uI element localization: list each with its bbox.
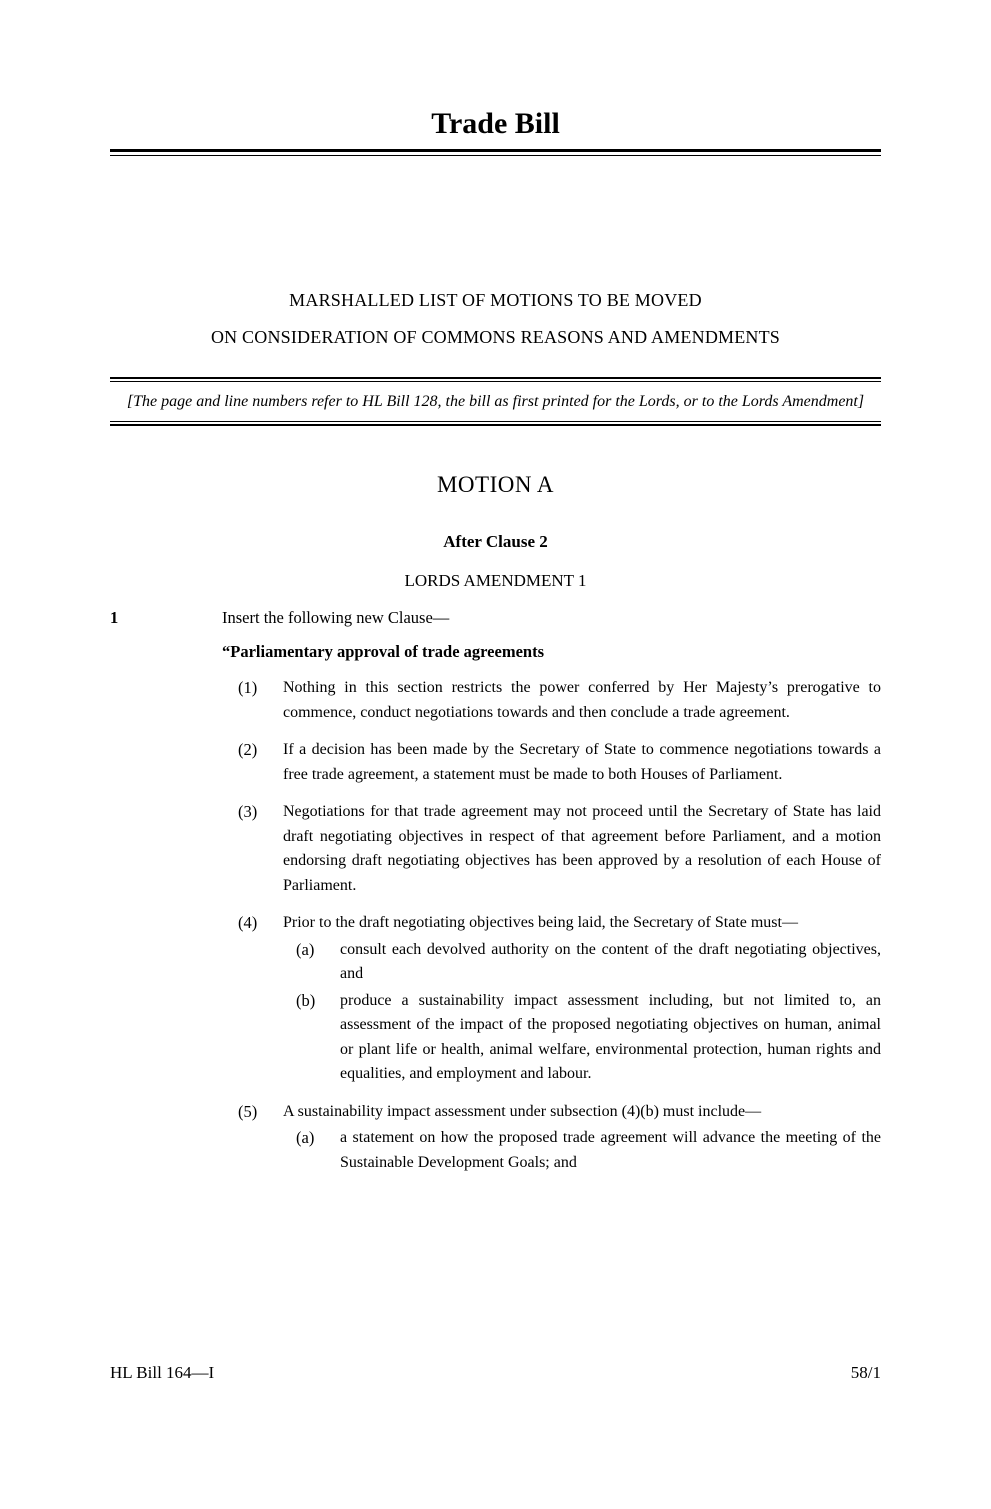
bill-page	[0, 106, 991, 1509]
subitem-5a	[296, 1126, 881, 1175]
subitem-number: (a)	[296, 939, 315, 959]
marshalled-list-heading-line1: MARSHALLED LIST OF MOTIONS TO BE MOVED	[289, 290, 702, 310]
subitem-text: a statement on how the proposed trade agreement will advance the meeting of the Sustainable Development Goals; and	[340, 1129, 881, 1171]
subsection-text: If a decision has been made by the Secretary of State to commence negotiations towards a free trade agreement, a statement must be made to both Houses of Parliament.	[283, 741, 881, 783]
bill-reference: HL Bill 164—I	[110, 1363, 215, 1382]
subsection-2	[238, 738, 881, 787]
subitem-text: produce a sustainability impact assessment including, but not limited to, an assessment of the impact of the proposed negotiating objectives on human, animal or plant life or health, animal welfare, environmental protection, human rights and equalities, and employment and labour.	[340, 991, 881, 1082]
subsection-text: A sustainability impact assessment under subsection (4)(b) must include—	[283, 1102, 762, 1120]
subsection-5-items	[283, 1126, 881, 1175]
motion-heading: MOTION A	[436, 472, 555, 497]
subitem-4a	[296, 938, 881, 987]
amendment-1	[110, 607, 881, 1175]
subsection-text: Nothing in this section restricts the power conferred by Her Majesty’s prerogative to commence, conduct negotiations towards and then conclude a trade agreement.	[283, 679, 881, 721]
amendment-instruction: Insert the following new Clause—	[222, 608, 450, 627]
subitem-number: (b)	[296, 990, 316, 1010]
page-footer	[110, 1362, 881, 1384]
subsection-number: (2)	[238, 740, 258, 759]
title-double-rule	[110, 149, 881, 156]
place-heading: After Clause 2	[443, 532, 548, 551]
page-series-number: 58/1	[850, 1363, 881, 1382]
note-bottom-rule	[110, 421, 881, 426]
amendment-number: 1	[110, 608, 119, 627]
subsection-text: Prior to the draft negotiating objectives being laid, the Secretary of State must—	[283, 914, 798, 931]
subsection-number: (5)	[238, 1101, 258, 1121]
reference-note-text: [The page and line numbers refer to HL Bill 128, the bill as first printed for the Lords, or to the Lords Amendment]	[126, 393, 865, 410]
subsection-number: (1)	[238, 678, 258, 697]
subsection-list	[222, 676, 881, 1175]
subsection-number: (4)	[238, 913, 258, 932]
subsection-number: (3)	[238, 802, 258, 821]
subsection-5	[238, 1100, 881, 1176]
reference-note-box	[110, 377, 881, 426]
amendment-body	[222, 607, 881, 1175]
new-clause-title: “Parliamentary approval of trade agreements	[222, 642, 544, 661]
marshalled-list-heading-line2: ON CONSIDERATION OF COMMONS REASONS AND AMENDMENTS	[210, 327, 781, 347]
subsection-4-items	[283, 938, 881, 1087]
document-title: Trade Bill	[431, 107, 560, 140]
subsection-text: Negotiations for that trade agreement may not proceed until the Secretary of State has laid draft negotiating objectives in respect of that agreement before Parliament, and a motion endorsing draft negotiating objectives has been approved by a resolution of each House of Parliament.	[283, 803, 881, 894]
lords-amendment-heading: LORDS AMENDMENT 1	[404, 571, 587, 590]
subitem-4b	[296, 989, 881, 1087]
subsection-1	[238, 676, 881, 725]
subitem-text: consult each devolved authority on the content of the draft negotiating objectives, and	[340, 940, 881, 982]
subitem-number: (a)	[296, 1128, 315, 1147]
marshalled-list-heading	[110, 290, 881, 347]
subsection-4	[238, 911, 881, 1087]
subsection-3	[238, 800, 881, 898]
